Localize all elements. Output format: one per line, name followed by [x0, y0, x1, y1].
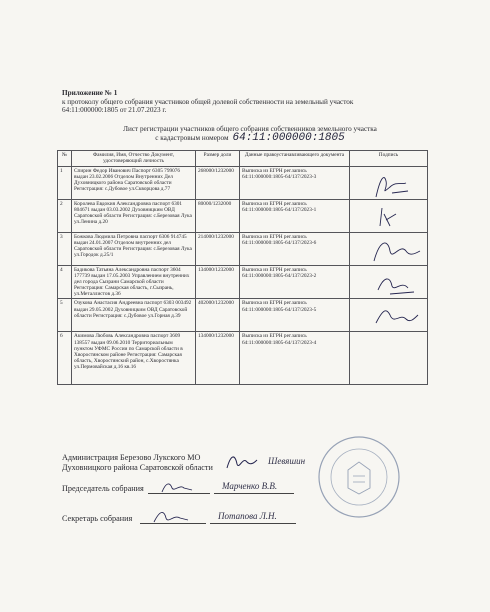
cadastral-number-handwritten: 64:11:000000:1805: [232, 131, 345, 144]
list-title: [80, 125, 420, 142]
signature-image: [350, 233, 426, 266]
row-signature: [350, 167, 428, 200]
chair-name-line: [214, 493, 294, 494]
administration-block: [62, 453, 213, 473]
secretary-signature-image: [150, 508, 192, 526]
row-number: 1: [58, 167, 72, 200]
admin-signature-name: Шевяшин: [268, 456, 306, 466]
row-document: Выписка из ЕГРН рег.запись 64:11:000000:1805-64/137/2023-6: [240, 233, 350, 266]
row-signature: [350, 266, 428, 299]
row-person: Акимова Любовь Александровна паспорт 3609 138557 выдан 09.06.2010 Территориальным пунктом УФМС России по Самарской области в Хворостянском районе Регистрация: Самарская область, Хворостянский район, с.Хворостянка ул.Пермовайская д.16 кв.16: [72, 332, 196, 385]
row-share: 134000/1232000: [196, 332, 240, 385]
col-header-person: Фамилия, Имя, Отчество Документ, удостоверяющий личность: [72, 151, 196, 167]
secretary-label: Секретарь собрания: [62, 514, 133, 523]
chair-signature-image: [158, 478, 198, 496]
appendix-line1: к протоколу общего собрания участников общей долевой собственности на земельный участок: [62, 97, 354, 106]
table-row: [58, 299, 428, 332]
appendix-header: [62, 89, 442, 115]
signature-image: [350, 200, 426, 233]
row-number: 2: [58, 200, 72, 233]
registration-table: [57, 150, 428, 385]
row-signature: [350, 332, 428, 385]
table-row: [58, 200, 428, 233]
col-header-signature: Подпись: [350, 151, 428, 167]
row-number: 4: [58, 266, 72, 299]
administration-line1: Администрация Березово Лукского МО: [62, 453, 201, 462]
table-row: [58, 332, 428, 385]
row-share: 402000/1232000: [196, 299, 240, 332]
row-share: 268000/1232000: [196, 167, 240, 200]
row-person: Божкова Людмила Петровна паспорт 6306 914745 выдан 24.01.2007 Отделом внутренних дел Саратовской области Регистрация: с.Березовая Лука ул.Городок д.25/1: [72, 233, 196, 266]
row-share: 134000/1232000: [196, 266, 240, 299]
table-row: [58, 266, 428, 299]
row-person: Королева Евдокия Александровна паспорт 6301 804671 выдан 03.03.2002 Духовницким ОВД Саратовской области Регистрация: с.Березовая Лука ул.Ленина д.20: [72, 200, 196, 233]
secretary-name-line: [210, 523, 296, 524]
secretary-name: Потапова Л.Н.: [218, 511, 277, 521]
row-signature: [350, 200, 428, 233]
row-document: Выписка из ЕГРН рег.запись 64:11:000000:1805-64/137/2023-5: [240, 299, 350, 332]
row-document: Выписка из ЕГРН рег.запись 64:11:000000:1805-64/137/2023-3: [240, 167, 350, 200]
row-share: 80000/1232000: [196, 200, 240, 233]
row-person: Спирин Федор Иванович Паспорт 6305 799076 выдан 23.02.2006 Отделом Внутренних Дел Духовницкого района Саратовской области Регистрация: с.Дубовое ул.Скворцова д.77: [72, 167, 196, 200]
row-document: Выписка из ЕГРН рег.запись 64:11:000000:1805-64/137/2023-1: [240, 200, 350, 233]
signature-image: [350, 299, 426, 332]
row-document: Выписка из ЕГРН рег.запись 64:11:000000:1805-64/137/2023-4: [240, 332, 350, 385]
table-row: [58, 167, 428, 200]
signature-image: [350, 167, 426, 200]
col-header-number: №: [58, 151, 72, 167]
row-signature: [350, 233, 428, 266]
row-signature: [350, 299, 428, 332]
row-person: Озукова Анастасия Андреевна паспорт 6303 003492 выдан 29.05.2002 Духовницким ОВД Саратовской области Регистрация: с.Дубовое ул.Горная д.39: [72, 299, 196, 332]
administration-line2: Духовницкого района Саратовской области: [62, 463, 213, 472]
row-person: Бадикова Татьяна Александровна паспорт 3604 177739 выдан 17.05.2003 Управлением внутренних дел города Сызрани Самарской области Регистрация: Самарская область, г.Сызрань, ул.Металлистов д.36: [72, 266, 196, 299]
chair-name: Марченко В.В.: [222, 481, 278, 491]
row-number: 5: [58, 299, 72, 332]
col-header-document: Данные правоустанавливающего документа: [240, 151, 350, 167]
table-header-row: [58, 151, 428, 167]
chair-label: Председатель собрания: [62, 484, 144, 493]
appendix-title: Приложение № 1: [62, 89, 118, 97]
table-row: [58, 233, 428, 266]
row-share: 214000/1232000: [196, 233, 240, 266]
list-title-line1: Лист регистрации участников общего собрания собственников земельного участка: [123, 125, 377, 133]
admin-signature-image: [225, 452, 259, 472]
list-title-line2: с кадастровым номером: [155, 133, 229, 142]
row-number: 3: [58, 233, 72, 266]
row-document: Выписка из ЕГРН рег.запись 64:11:000000:1805-64/137/2023-2: [240, 266, 350, 299]
official-seal-stamp: [316, 434, 402, 520]
row-number: 6: [58, 332, 72, 385]
signature-image: [350, 266, 426, 299]
appendix-line2: 64:11:000000:1805 от 21.07.2023 г.: [62, 106, 167, 115]
col-header-share: Размер доли: [196, 151, 240, 167]
